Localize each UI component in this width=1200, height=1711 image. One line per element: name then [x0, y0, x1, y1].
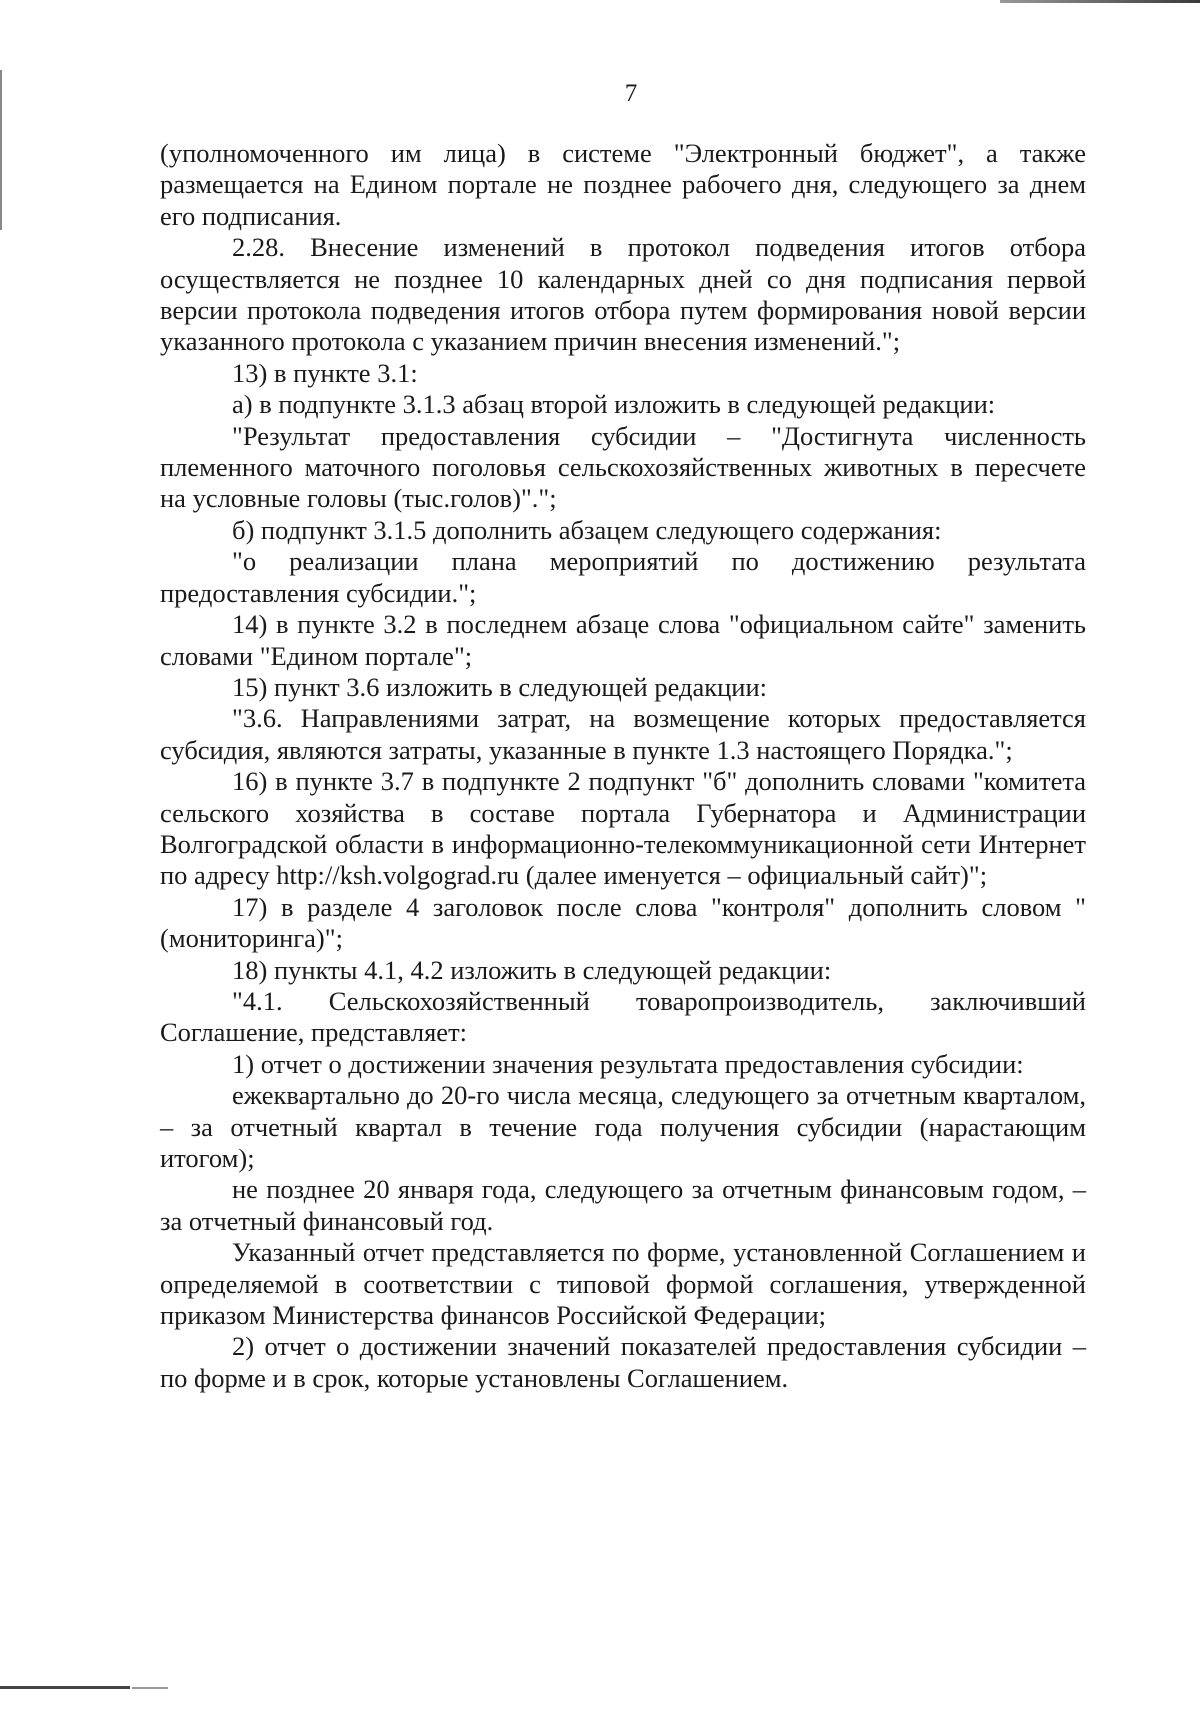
paragraph-item-13a-quote: "Результат предоставления субсидии – "Достигнута численность племенного маточного поголовья сельскохозяйственных животных в пересчете на условные головы (тыс.голов)".";	[160, 420, 1086, 514]
paragraph-report-form: Указанный отчет представляется по форме, установленной Соглашением и определяемой в соответствии с типовой формой соглашения, утвержденной приказом Министерства финансов Российской Федерации;	[160, 1237, 1086, 1331]
paragraph-item-16: 16) в пункте 3.7 в подпункте 2 подпункт "б" дополнить словами "комитета сельского хозяйства в составе портала Губернатора и Администрации Волгоградской области в информационно-телекоммуникационной сети Интернет по адресу http://ksh.volgograd.ru (далее именуется – официальный сайт)";	[160, 766, 1086, 891]
paragraph-4-1: "4.1. Сельскохозяйственный товаропроизводитель, заключивший Соглашение, представляет:	[160, 985, 1086, 1048]
scan-edge-mark-bottom	[0, 1686, 130, 1689]
paragraph-item-18: 18) пункты 4.1, 4.2 изложить в следующей редакции:	[232, 954, 832, 985]
paragraph-annual: не позднее 20 января года, следующего за отчетным финансовым годом, – за отчетный финансовый год.	[160, 1174, 1086, 1236]
paragraph-continuation: (уполномоченного им лица) в системе "Электронный бюджет", а также размещается на Едином портале не позднее рабочего дня, следующего за днем его подписания.	[160, 138, 1086, 231]
paragraph-item-13: 13) в пункте 3.1:	[232, 357, 418, 388]
paragraph-4-1-item-1: 1) отчет о достижении значения результата предоставления субсидии:	[232, 1048, 1024, 1079]
scan-edge-mark-top	[1000, 0, 1200, 3]
paragraph-item-15-quote: "3.6. Направлениями затрат, на возмещение которых предоставляется субсидия, являются затраты, указанные в пункте 1.3 настоящего Порядка.";	[160, 703, 1086, 765]
paragraph-item-14: 14) в пункте 3.2 в последнем абзаце слова "официальном сайте" заменить словами "Едином портале";	[160, 609, 1086, 671]
paragraph-item-17: 17) в разделе 4 заголовок после слова "контроля" дополнить словом "(мониторинга)";	[160, 891, 1086, 954]
paragraph-2-28: 2.28. Внесение изменений в протокол подведения итогов отбора осуществляется не позднее 10 календарных дней со дня подписания первой версии протокола подведения итогов отбора путем формирования новой версии указанного протокола с указанием причин внесения изменений.";	[160, 232, 1086, 357]
document-body	[160, 138, 1086, 1394]
scan-edge-mark-bottom-short	[132, 1687, 168, 1689]
paragraph-item-15: 15) пункт 3.6 изложить в следующей редакции:	[232, 671, 768, 702]
paragraph-item-13b: б) подпункт 3.1.5 дополнить абзацем следующего содержания:	[232, 514, 942, 545]
paragraph-4-1-item-2: 2) отчет о достижении значений показателей предоставления субсидии – по форме и в срок, которые установлены Соглашением.	[160, 1331, 1086, 1393]
page-number: 7	[624, 80, 638, 107]
paragraph-item-13a: а) в подпункте 3.1.3 абзац второй изложить в следующей редакции:	[232, 389, 996, 420]
paragraph-quarterly: ежеквартально до 20-го числа месяца, следующего за отчетным кварталом, – за отчетный квартал в течение года получения субсидии (нарастающим итогом);	[160, 1080, 1086, 1173]
paragraph-item-13b-quote: "о реализации плана мероприятий по достижению результата предоставления субсидии.";	[160, 546, 1086, 608]
